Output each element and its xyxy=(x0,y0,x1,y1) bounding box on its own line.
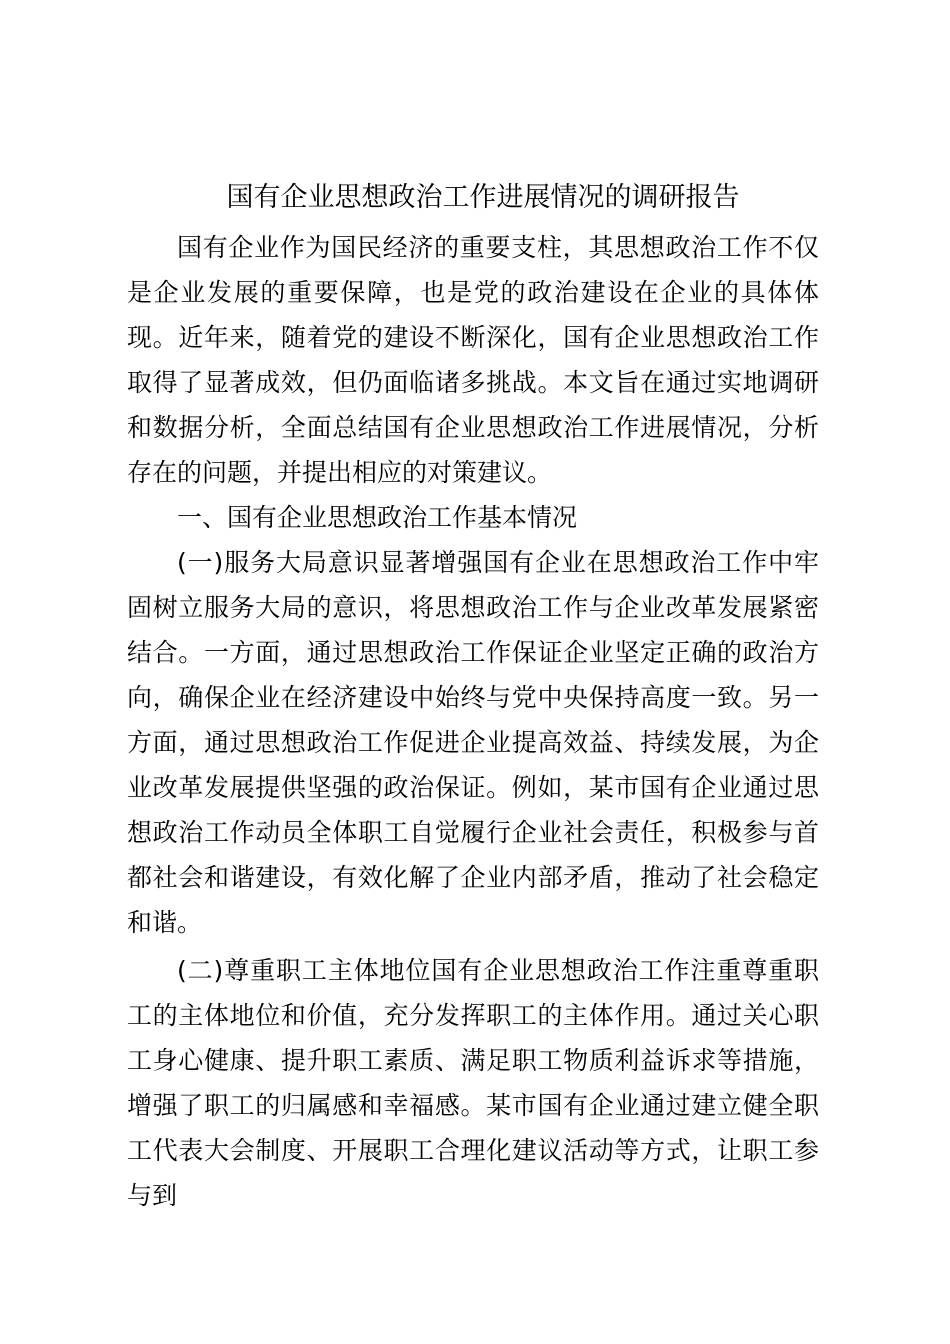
section-heading-1: 一、国有企业思想政治工作基本情况 xyxy=(177,503,578,532)
subsection-paragraph-2: (二)尊重职工主体地位国有企业思想政治工作注重尊重职工的主体地位和价值，充分发挥职工的主体作用。通过关心职工身心健康、提升职工素质、满足职工物质利益诉求等措施，增强了职工的归属感和幸福感。某市国有企业通过建立健全职工代表大会制度、开展职工合理化建议活动等方式，让职工参与到 xyxy=(127,956,819,1210)
intro-paragraph: 国有企业作为国民经济的重要支柱，其思想政治工作不仅是企业发展的重要保障，也是党的政治建设在企业的具体体现。近年来，随着党的建设不断深化，国有企业思想政治工作取得了显著成效，但仍面临诸多挑战。本文旨在通过实地调研和数据分析，全面总结国有企业思想政治工作进展情况，分析存在的问题，并提出相应的对策建议。 xyxy=(127,233,819,487)
document-title: 国有企业思想政治工作进展情况的调研报告 xyxy=(226,182,740,213)
subsection-paragraph-1: (一)服务大局意识显著增强国有企业在思想政治工作中牢固树立服务大局的意识，将思想政治工作与企业改革发展紧密结合。一方面，通过思想政治工作保证企业坚定正确的政治方向，确保企业在经济建设中始终与党中央保持高度一致。另一方面，通过思想政治工作促进企业提高效益、持续发展，为企业改革发展提供坚强的政治保证。例如，某市国有企业通过思想政治工作动员全体职工自觉履行企业社会责任，积极参与首都社会和谐建设，有效化解了企业内部矛盾，推动了社会稳定和谐。 xyxy=(127,548,819,937)
document-body xyxy=(127,171,819,1218)
